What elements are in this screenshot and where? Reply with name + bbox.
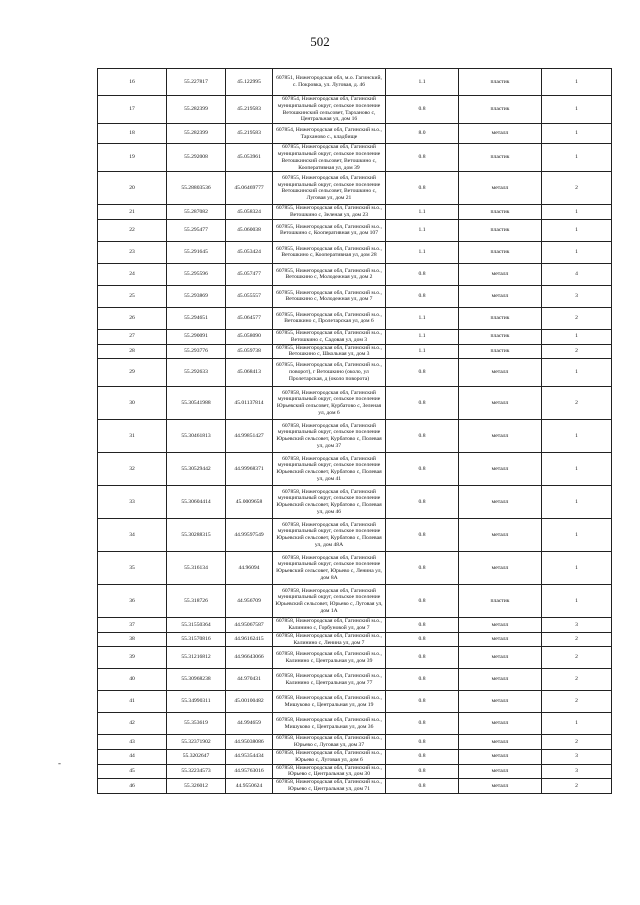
latitude-cell: 55.31550364 xyxy=(167,618,226,633)
container-count-cell: 3 xyxy=(542,764,612,779)
latitude-cell: 55.30288315 xyxy=(167,519,226,552)
area-cell: 0.8 xyxy=(386,263,459,285)
row-number-cell: 27 xyxy=(98,329,167,344)
latitude-cell: 55.31216812 xyxy=(167,647,226,669)
material-cell: металл xyxy=(459,387,542,420)
material-cell: металл xyxy=(459,552,542,585)
area-cell: 0.8 xyxy=(386,691,459,713)
row-number-cell: 26 xyxy=(98,307,167,329)
address-cell: 607855, Нижегородская обл, Гагинский м.о., Ветошкино с, Молодежная ул, дом 7 xyxy=(273,285,386,307)
latitude-cell: 55.227817 xyxy=(167,69,226,96)
row-number-cell: 39 xyxy=(98,647,167,669)
material-cell: металл xyxy=(459,420,542,453)
latitude-cell: 55.291645 xyxy=(167,241,226,263)
longitude-cell: 44.96643066 xyxy=(226,647,273,669)
longitude-cell: 45.058324 xyxy=(226,205,273,220)
material-cell: металл xyxy=(459,713,542,735)
material-cell: металл xyxy=(459,263,542,285)
table-row xyxy=(98,344,612,359)
longitude-cell: 45.068413 xyxy=(226,359,273,387)
row-number-cell: 19 xyxy=(98,144,167,172)
container-count-cell: 1 xyxy=(542,329,612,344)
container-count-cell: 2 xyxy=(542,647,612,669)
longitude-cell: 45.055557 xyxy=(226,285,273,307)
latitude-cell: 55.316134 xyxy=(167,552,226,585)
table-row xyxy=(98,618,612,633)
latitude-cell: 55.292008 xyxy=(167,144,226,172)
container-count-cell: 1 xyxy=(542,69,612,96)
row-number-cell: 34 xyxy=(98,519,167,552)
area-cell: 1.1 xyxy=(386,329,459,344)
table-row xyxy=(98,387,612,420)
material-cell: пластик xyxy=(459,144,542,172)
area-cell: 8.0 xyxy=(386,124,459,144)
table-row xyxy=(98,669,612,691)
latitude-cell: 55.30461813 xyxy=(167,420,226,453)
address-cell: 607855, Нижегородская обл, Гагинский м.о., Ветошкино с, Кооперативная ул, дом 28 xyxy=(273,241,386,263)
address-cell: 607854, Нижегородская обл, Гагинский м.о., Тарханово с., кладбище xyxy=(273,124,386,144)
longitude-cell: 45.064577 xyxy=(226,307,273,329)
container-count-cell: 2 xyxy=(542,307,612,329)
table-row xyxy=(98,486,612,519)
latitude-cell: 55.287082 xyxy=(167,205,226,220)
table-row xyxy=(98,585,612,618)
material-cell: металл xyxy=(459,359,542,387)
table-row xyxy=(98,241,612,263)
latitude-cell: 55.32234573 xyxy=(167,764,226,779)
area-cell: 0.8 xyxy=(386,647,459,669)
area-cell: 0.8 xyxy=(386,486,459,519)
address-cell: 607858, Нижегородская обл, Гагинский м.о., Калинино с, Горбуновой ул, дом 7 xyxy=(273,618,386,633)
material-cell: металл xyxy=(459,618,542,633)
address-cell: 607855, Нижегородская обл, Гагинский м.о., Ветошкино с, Садовая ул, дом 3 xyxy=(273,329,386,344)
longitude-cell: 44.99851427 xyxy=(226,420,273,453)
area-cell: 1.1 xyxy=(386,307,459,329)
table-row xyxy=(98,764,612,779)
address-cell: 607858, Нижегородская обл, Гагинский муниципальный округ, сельское поселение Юрьевский сельсовет, Курбатово с, Полевая ул, дом 37 xyxy=(273,420,386,453)
table-row xyxy=(98,285,612,307)
latitude-cell: 55.292633 xyxy=(167,359,226,387)
material-cell: пластик xyxy=(459,219,542,241)
table-row xyxy=(98,632,612,647)
address-cell: 607858, Нижегородская обл, Гагинский муниципальный округ, сельское поселение Юрьевский сельсовет, Курбатово с, Полевая ул, дом 41 xyxy=(273,453,386,486)
longitude-cell: 45.053961 xyxy=(226,144,273,172)
material-cell: металл xyxy=(459,749,542,764)
address-cell: 607855, Нижегородская обл, Гагинский м.о., Ветошкино с, Зеленая ул, дом 23 xyxy=(273,205,386,220)
area-cell: 0.8 xyxy=(386,735,459,750)
table-row xyxy=(98,172,612,205)
material-cell: металл xyxy=(459,486,542,519)
area-cell: 0.8 xyxy=(386,764,459,779)
latitude-cell: 55.293776 xyxy=(167,344,226,359)
row-number-cell: 41 xyxy=(98,691,167,713)
longitude-cell: 44.96162415 xyxy=(226,632,273,647)
container-count-cell: 1 xyxy=(542,124,612,144)
address-cell: 607855, Нижегородская обл, Гагинский м.о., Ветошкино с, Молодежная ул, дом 2 xyxy=(273,263,386,285)
latitude-cell: 55.353619 xyxy=(167,713,226,735)
material-cell: металл xyxy=(459,669,542,691)
material-cell: пластик xyxy=(459,69,542,96)
container-count-cell: 2 xyxy=(542,344,612,359)
area-cell: 0.8 xyxy=(386,632,459,647)
area-cell: 1.1 xyxy=(386,219,459,241)
address-cell: 607855, Нижегородская обл, Гагинский м.о., Ветошкино с, Школьная ул, дом 3 xyxy=(273,344,386,359)
address-cell: 607858, Нижегородская обл, Гагинский муниципальный округ, сельское поселение Юрьевский сельсовет, Курбатово с, Полевая ул, дом 46 xyxy=(273,486,386,519)
area-cell: 0.8 xyxy=(386,387,459,420)
table-row xyxy=(98,144,612,172)
area-cell: 0.8 xyxy=(386,713,459,735)
row-number-cell: 16 xyxy=(98,69,167,96)
area-cell: 0.8 xyxy=(386,453,459,486)
table-row xyxy=(98,647,612,669)
margin-mark: - xyxy=(58,758,61,768)
row-number-cell: 20 xyxy=(98,172,167,205)
latitude-cell: 55.30541988 xyxy=(167,387,226,420)
container-count-cell: 2 xyxy=(542,172,612,205)
area-cell: 0.8 xyxy=(386,585,459,618)
latitude-cell: 55.28803536 xyxy=(167,172,226,205)
address-cell: 607855, Нижегородская обл, Гагинский муниципальный округ, сельское поселение Ветошкинский сельсовет, Ветошкино с, Луговая ул, дом 21 xyxy=(273,172,386,205)
area-cell: 0.8 xyxy=(386,144,459,172)
row-number-cell: 36 xyxy=(98,585,167,618)
table-row xyxy=(98,329,612,344)
area-cell: 0.8 xyxy=(386,172,459,205)
address-cell: 607858, Нижегородская обл, Гагинский м.о., Мишуково с, Центральная ул, дом 36 xyxy=(273,713,386,735)
table-row xyxy=(98,779,612,794)
row-number-cell: 17 xyxy=(98,96,167,124)
area-cell: 0.8 xyxy=(386,618,459,633)
container-count-cell: 1 xyxy=(542,205,612,220)
area-cell: 0.8 xyxy=(386,779,459,794)
address-cell: 607858, Нижегородская обл, Гагинский м.о., Калинино с, Центральная ул, дом 77 xyxy=(273,669,386,691)
latitude-cell: 55.294651 xyxy=(167,307,226,329)
longitude-cell: 45.060038 xyxy=(226,219,273,241)
container-count-cell: 2 xyxy=(542,387,612,420)
table-row xyxy=(98,691,612,713)
longitude-cell: 44.970431 xyxy=(226,669,273,691)
table-row xyxy=(98,359,612,387)
longitude-cell: 44.994659 xyxy=(226,713,273,735)
material-cell: пластик xyxy=(459,329,542,344)
row-number-cell: 40 xyxy=(98,669,167,691)
container-count-cell: 1 xyxy=(542,713,612,735)
address-cell: 607858, Нижегородская обл, Гагинский м.о., Юрьево с, Центральная ул, дом 71 xyxy=(273,779,386,794)
row-number-cell: 46 xyxy=(98,779,167,794)
table-row xyxy=(98,453,612,486)
material-cell: металл xyxy=(459,453,542,486)
address-cell: 607858, Нижегородская обл, Гагинский м.о., Юрьево с, Луговая ул, дом 37 xyxy=(273,735,386,750)
container-count-cell: 1 xyxy=(542,144,612,172)
latitude-cell: 55.32371902 xyxy=(167,735,226,750)
area-cell: 0.8 xyxy=(386,420,459,453)
area-cell: 1.1 xyxy=(386,344,459,359)
material-cell: пластик xyxy=(459,205,542,220)
row-number-cell: 32 xyxy=(98,453,167,486)
address-cell: 607855, Нижегородская обл, Гагинский м.о., Ветошкино с, Кооперативная ул, дом 107 xyxy=(273,219,386,241)
area-cell: 0.8 xyxy=(386,749,459,764)
longitude-cell: 45.219583 xyxy=(226,96,273,124)
longitude-cell: 44.99968371 xyxy=(226,453,273,486)
container-count-cell: 2 xyxy=(542,691,612,713)
row-number-cell: 29 xyxy=(98,359,167,387)
container-count-cell: 3 xyxy=(542,749,612,764)
address-cell: 607858, Нижегородская обл, Гагинский муниципальный округ, сельское поселение Юрьевский сельсовет, Юрьево с, Луговая ул, дом 1А xyxy=(273,585,386,618)
address-cell: 607858, Нижегородская обл, Гагинский м.о., Калинино с, Ленина ул, дом 7 xyxy=(273,632,386,647)
table-row xyxy=(98,552,612,585)
area-cell: 1.1 xyxy=(386,69,459,96)
material-cell: металл xyxy=(459,124,542,144)
address-cell: 607858, Нижегородская обл, Гагинский м.о., Мишуково с, Центральная ул, дом 19 xyxy=(273,691,386,713)
longitude-cell: 45.122995 xyxy=(226,69,273,96)
row-number-cell: 21 xyxy=(98,205,167,220)
longitude-cell: 45.01137814 xyxy=(226,387,273,420)
table-body xyxy=(98,69,612,794)
area-cell: 0.8 xyxy=(386,519,459,552)
longitude-cell: 44.95038086 xyxy=(226,735,273,750)
container-count-cell: 1 xyxy=(542,241,612,263)
container-count-cell: 1 xyxy=(542,552,612,585)
latitude-cell: 55.326012 xyxy=(167,779,226,794)
longitude-cell: 44.95763016 xyxy=(226,764,273,779)
row-number-cell: 44 xyxy=(98,749,167,764)
area-cell: 1.1 xyxy=(386,205,459,220)
address-cell: 607855, Нижегородская обл, Гагинский м.о., Ветошкино с, Пролетарская ул, дом 6 xyxy=(273,307,386,329)
address-cell: 607855, Нижегородская обл, Гагинский м.о., поворот), г Ветошкино (около, ул Пролетарская, д (около поворота) xyxy=(273,359,386,387)
longitude-cell: 45.059738 xyxy=(226,344,273,359)
address-cell: 607858, Нижегородская обл, Гагинский м.о., Юрьево с, Центральная ул, дом 30 xyxy=(273,764,386,779)
table-row xyxy=(98,749,612,764)
row-number-cell: 37 xyxy=(98,618,167,633)
area-cell: 0.8 xyxy=(386,669,459,691)
latitude-cell: 55.293869 xyxy=(167,285,226,307)
container-count-cell: 4 xyxy=(542,263,612,285)
longitude-cell: 44.95354434 xyxy=(226,749,273,764)
latitude-cell: 55.30604414 xyxy=(167,486,226,519)
latitude-cell: 55.3202647 xyxy=(167,749,226,764)
row-number-cell: 23 xyxy=(98,241,167,263)
latitude-cell: 55.30968238 xyxy=(167,669,226,691)
longitude-cell: 45.06469777 xyxy=(226,172,273,205)
longitude-cell: 45.00100482 xyxy=(226,691,273,713)
container-sites-table xyxy=(97,68,612,794)
address-cell: 607854, Нижегородская обл, Гагинский муниципальный округ, сельское поселение Ветошкинский сельсовет, Тарханово с, Центральная ул, дом 16 xyxy=(273,96,386,124)
row-number-cell: 45 xyxy=(98,764,167,779)
row-number-cell: 18 xyxy=(98,124,167,144)
area-cell: 0.8 xyxy=(386,285,459,307)
longitude-cell: 45.057477 xyxy=(226,263,273,285)
material-cell: металл xyxy=(459,632,542,647)
material-cell: пластик xyxy=(459,96,542,124)
material-cell: металл xyxy=(459,691,542,713)
row-number-cell: 25 xyxy=(98,285,167,307)
area-cell: 1.1 xyxy=(386,241,459,263)
address-cell: 607851, Нижегородская обл, м.о. Гагинский, с. Покровка, ул. Луговая, д. 46 xyxy=(273,69,386,96)
table-row xyxy=(98,219,612,241)
area-cell: 0.8 xyxy=(386,552,459,585)
table-row xyxy=(98,124,612,144)
material-cell: металл xyxy=(459,764,542,779)
material-cell: металл xyxy=(459,647,542,669)
longitude-cell: 44.96094 xyxy=(226,552,273,585)
latitude-cell: 55.31570816 xyxy=(167,632,226,647)
table-row xyxy=(98,96,612,124)
address-cell: 607858, Нижегородская обл, Гагинский муниципальный округ, сельское поселение Юрьевский сельсовет, Курбатово с, Полевая ул, дом 48А xyxy=(273,519,386,552)
container-count-cell: 3 xyxy=(542,618,612,633)
container-count-cell: 2 xyxy=(542,735,612,750)
container-count-cell: 1 xyxy=(542,585,612,618)
row-number-cell: 24 xyxy=(98,263,167,285)
row-number-cell: 30 xyxy=(98,387,167,420)
container-count-cell: 2 xyxy=(542,669,612,691)
container-count-cell: 1 xyxy=(542,486,612,519)
container-count-cell: 1 xyxy=(542,359,612,387)
material-cell: металл xyxy=(459,172,542,205)
table-row xyxy=(98,69,612,96)
page-number: 502 xyxy=(310,34,330,49)
row-number-cell: 31 xyxy=(98,420,167,453)
table-row xyxy=(98,205,612,220)
address-cell: 607858, Нижегородская обл, Гагинский муниципальный округ, сельское поселение Юрьевский сельсовет, Курбатово с, Зеленая ул, дом 6 xyxy=(273,387,386,420)
latitude-cell: 55.30529442 xyxy=(167,453,226,486)
longitude-cell: 45.219583 xyxy=(226,124,273,144)
material-cell: металл xyxy=(459,285,542,307)
row-number-cell: 42 xyxy=(98,713,167,735)
area-cell: 0.8 xyxy=(386,96,459,124)
longitude-cell: 44.95067587 xyxy=(226,618,273,633)
container-count-cell: 1 xyxy=(542,219,612,241)
row-number-cell: 35 xyxy=(98,552,167,585)
latitude-cell: 55.282399 xyxy=(167,124,226,144)
area-cell: 0.8 xyxy=(386,359,459,387)
longitude-cell: 44.99597549 xyxy=(226,519,273,552)
container-count-cell: 3 xyxy=(542,285,612,307)
latitude-cell: 55.34990311 xyxy=(167,691,226,713)
latitude-cell: 55.290091 xyxy=(167,329,226,344)
longitude-cell: 45.0009658 xyxy=(226,486,273,519)
material-cell: металл xyxy=(459,519,542,552)
row-number-cell: 43 xyxy=(98,735,167,750)
container-count-cell: 1 xyxy=(542,96,612,124)
address-cell: 607858, Нижегородская обл, Гагинский муниципальный округ, сельское поселение Юрьевский сельсовет, Юрьево с, Ленина ул, дом 8А xyxy=(273,552,386,585)
container-count-cell: 2 xyxy=(542,779,612,794)
material-cell: металл xyxy=(459,779,542,794)
material-cell: пластик xyxy=(459,344,542,359)
container-count-cell: 2 xyxy=(542,632,612,647)
latitude-cell: 55.295596 xyxy=(167,263,226,285)
container-count-cell: 1 xyxy=(542,453,612,486)
table-row xyxy=(98,519,612,552)
table-row xyxy=(98,713,612,735)
container-count-cell: 1 xyxy=(542,420,612,453)
longitude-cell: 45.058090 xyxy=(226,329,273,344)
latitude-cell: 55.318726 xyxy=(167,585,226,618)
table-row xyxy=(98,420,612,453)
table-row xyxy=(98,263,612,285)
row-number-cell: 28 xyxy=(98,344,167,359)
longitude-cell: 44.956709 xyxy=(226,585,273,618)
row-number-cell: 22 xyxy=(98,219,167,241)
address-cell: 607855, Нижегородская обл, Гагинский муниципальный округ, сельское поселение Ветошкинский сельсовет, Ветошкино с, Кооперативная ул, дом 39 xyxy=(273,144,386,172)
table-row xyxy=(98,307,612,329)
longitude-cell: 44.9550624 xyxy=(226,779,273,794)
row-number-cell: 33 xyxy=(98,486,167,519)
material-cell: пластик xyxy=(459,241,542,263)
longitude-cell: 45.053424 xyxy=(226,241,273,263)
material-cell: металл xyxy=(459,735,542,750)
address-cell: 607858, Нижегородская обл, Гагинский м.о., Калинино с, Центральная ул, дом 39 xyxy=(273,647,386,669)
latitude-cell: 55.282399 xyxy=(167,96,226,124)
address-cell: 607858, Нижегородская обл, Гагинский м.о., Юрьево с, Луговая ул, дом 6 xyxy=(273,749,386,764)
latitude-cell: 55.295477 xyxy=(167,219,226,241)
row-number-cell: 38 xyxy=(98,632,167,647)
material-cell: пластик xyxy=(459,307,542,329)
table-row xyxy=(98,735,612,750)
container-count-cell: 1 xyxy=(542,519,612,552)
material-cell: пластик xyxy=(459,585,542,618)
